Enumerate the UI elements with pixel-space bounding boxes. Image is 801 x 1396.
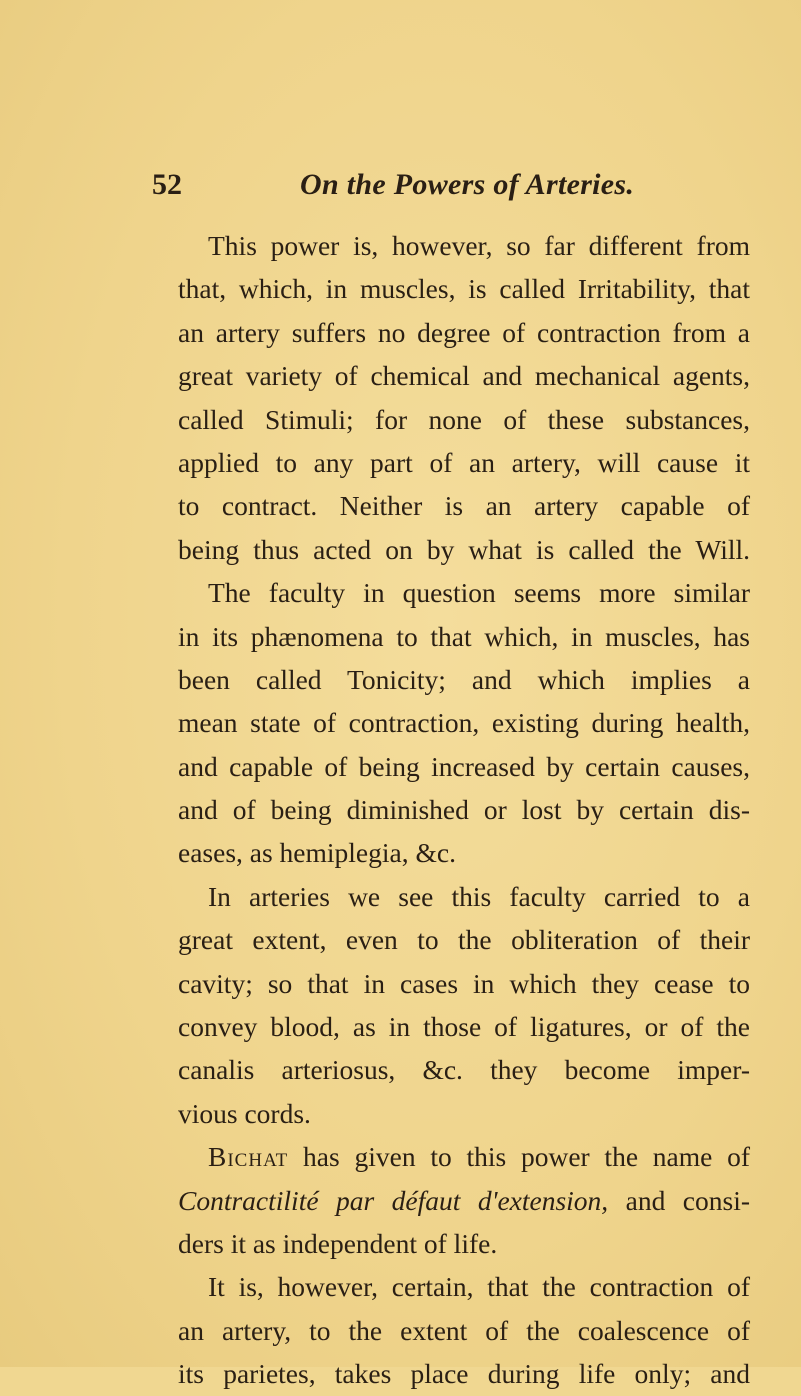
text-line: cavity; so that in cases in which they cease to xyxy=(178,967,750,999)
text-line: that, which, in muscles, is called Irritability, that xyxy=(178,273,750,305)
body-text xyxy=(178,224,750,1396)
text-line: an artery suffers no degree of contraction from a xyxy=(178,316,750,348)
text-line xyxy=(178,1135,750,1178)
text-line: ders it as independent of life. xyxy=(178,1227,498,1259)
french-term: Contractilité par défaut d'extension, xyxy=(178,1184,609,1216)
text-line: convey blood, as in those of ligatures, or of the xyxy=(178,1011,750,1043)
running-title: On the Powers of Arteries. xyxy=(300,168,635,201)
text-line: In arteries we see this faculty carried to a xyxy=(208,880,750,912)
text-line: to contract. Neither is an artery capable of xyxy=(178,490,750,522)
text-line: its parietes, takes place during life only; and xyxy=(178,1358,750,1390)
text-line: an artery, to the extent of the coalescence of xyxy=(178,1314,750,1346)
text-line: called Stimuli; for none of these substances, xyxy=(178,403,750,435)
text-fragment: and consi- xyxy=(608,1184,750,1216)
text-line xyxy=(178,1179,750,1222)
text-line: and of being diminished or lost by certain dis- xyxy=(178,794,750,826)
text-fragment: has given to this power the name of xyxy=(288,1141,750,1173)
text-line: canalis arteriosus, &c. they become imper- xyxy=(178,1054,750,1086)
text-line: vious cords. xyxy=(178,1097,311,1129)
text-line: and capable of being increased by certain causes, xyxy=(178,750,750,782)
text-line: This power is, however, so far different from xyxy=(208,230,750,261)
text-line: in its phænomena to that which, in muscles, has xyxy=(178,620,750,652)
text-line: applied to any part of an artery, will cause it xyxy=(178,446,750,478)
text-line: great variety of chemical and mechanical agents, xyxy=(178,360,750,392)
text-line: been called Tonicity; and which implies a xyxy=(178,663,750,695)
text-line: great extent, even to the obliteration of their xyxy=(178,924,750,956)
text-line: being thus acted on by what is called the Will. xyxy=(178,533,750,565)
text-line: mean state of contraction, existing during health, xyxy=(178,707,750,739)
page-header xyxy=(152,168,752,208)
text-line: eases, as hemiplegia, &c. xyxy=(178,837,456,869)
author-name: Bichat xyxy=(208,1141,289,1173)
page-number: 52 xyxy=(152,168,182,201)
text-line: The faculty in question seems more similar xyxy=(208,577,750,609)
text-line: It is, however, certain, that the contraction of xyxy=(208,1271,750,1303)
